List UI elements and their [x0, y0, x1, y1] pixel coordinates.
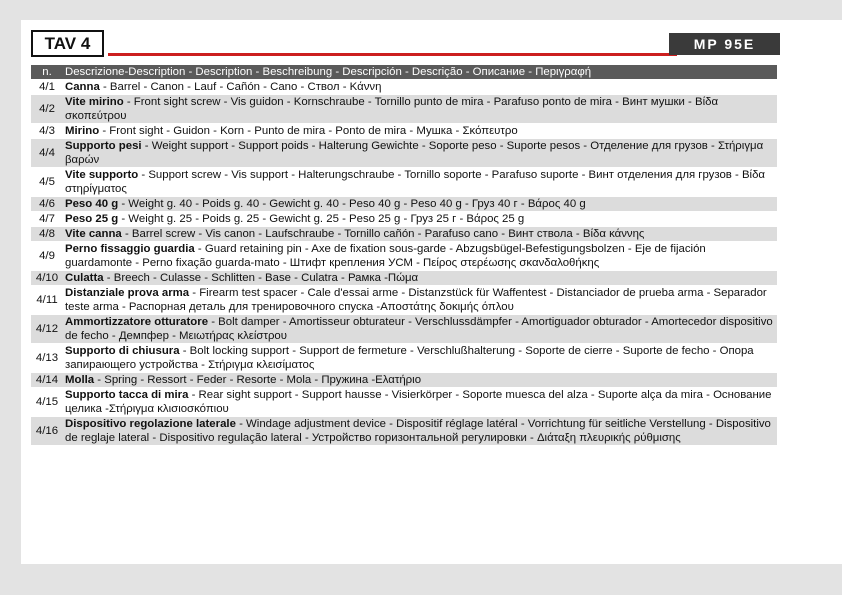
- part-description: [63, 344, 777, 373]
- part-description: [63, 139, 777, 168]
- part-translations: - Weight g. 40 - Poids g. 40 - Gewicht g. 40 - Peso 40 g - Peso 40 g - Груз 40 г - Βάρος 40 g: [118, 198, 586, 210]
- part-translations: - Windage adjustment device - Dispositif réglage latéral - Vorrichtung für seitliche Verstellung - Dispositivo de reglaje lateral - Dispositivo regulação lateral - Устройство горизонтальной регулировки - Διάταξη πλευρικής ρύθμισης: [65, 418, 771, 444]
- model-badge: MP 95E: [669, 33, 780, 55]
- table-row: [31, 344, 777, 373]
- part-number: 4/8: [31, 227, 63, 242]
- parts-table: [31, 65, 777, 446]
- part-name-italian: Supporto di chiusura: [65, 345, 180, 357]
- part-number: 4/4: [31, 139, 63, 168]
- part-description: [63, 212, 777, 227]
- part-description: [63, 168, 777, 197]
- part-name-italian: Vite mirino: [65, 96, 124, 108]
- table-row: [31, 124, 777, 139]
- part-description: [63, 373, 777, 388]
- part-number: 4/6: [31, 197, 63, 212]
- part-description: [63, 80, 777, 95]
- table-header-row: [31, 65, 777, 80]
- part-name-italian: Canna: [65, 81, 100, 93]
- part-description: [63, 286, 777, 315]
- table-row: [31, 388, 777, 417]
- column-header-description: Descrizione-Description - Description - Beschreibung - Descripción - Descrição - Описание - Перιγραφή: [63, 65, 777, 80]
- table-row: [31, 242, 777, 271]
- part-description: [63, 242, 777, 271]
- part-description: [63, 271, 777, 286]
- part-translations: - Breech - Culasse - Schlitten - Base - Culatra - Рамка -Πώμα: [103, 272, 419, 284]
- part-name-italian: Vite supporto: [65, 169, 139, 181]
- part-description: [63, 197, 777, 212]
- part-translations: - Rear sight support - Support hausse - Visierkörper - Soporte muesca del alza - Suporte alça da mira - Основание целика -Στήριγμα κλισιοσκόπιου: [65, 389, 772, 415]
- part-number: 4/11: [31, 286, 63, 315]
- part-name-italian: Peso 40 g: [65, 198, 119, 210]
- part-translations: - Weight support - Support poids - Halterung Gewichte - Soporte peso - Suporte pesos - Отделение для грузов - Στήριγμα βαρών: [65, 140, 764, 166]
- part-number: 4/2: [31, 95, 63, 124]
- part-translations: - Weight g. 25 - Poids g. 25 - Gewicht g. 25 - Peso 25 g - Груз 25 г - Βάρος 25 g: [118, 213, 525, 225]
- part-number: 4/1: [31, 80, 63, 95]
- part-translations: - Guard retaining pin - Axe de fixation sous-garde - Abzugsbügel-Befestigungsbolzen - Eje de fijación guardamonte - Perno fixação guarda-mato - Штифт крепления УСМ - Πείρος στερέωσης σκανδαλοθήκης: [65, 243, 706, 269]
- part-number: 4/7: [31, 212, 63, 227]
- header-divider: [108, 53, 677, 56]
- part-translations: - Front sight - Guidon - Korn - Punto de mira - Ponto de mira - Мушка - Σκόπευτρο: [99, 125, 518, 137]
- part-description: [63, 315, 777, 344]
- table-row: [31, 286, 777, 315]
- table-row: [31, 168, 777, 197]
- part-number: 4/13: [31, 344, 63, 373]
- part-translations: - Support screw - Vis support - Halterungschraube - Tornillo soporte - Parafuso suporte - Винт отделения для грузов - Βίδα στηρίγματος: [65, 169, 766, 195]
- table-row: [31, 271, 777, 286]
- table-row: [31, 417, 777, 446]
- part-translations: - Spring - Ressort - Feder - Resorte - Mola - Пружина -Ελατήριο: [94, 374, 422, 386]
- part-number: 4/3: [31, 124, 63, 139]
- part-description: [63, 124, 777, 139]
- part-name-italian: Supporto pesi: [65, 140, 142, 152]
- part-description: [63, 95, 777, 124]
- part-description: [63, 227, 777, 242]
- part-name-italian: Peso 25 g: [65, 213, 119, 225]
- part-description: [63, 388, 777, 417]
- part-name-italian: Perno fissaggio guardia: [65, 243, 195, 255]
- part-name-italian: Culatta: [65, 272, 104, 284]
- part-name-italian: Distanziale prova arma: [65, 287, 190, 299]
- part-name-italian: Dispositivo regolazione laterale: [65, 418, 236, 430]
- table-row: [31, 197, 777, 212]
- table-row: [31, 95, 777, 124]
- part-name-italian: Vite canna: [65, 228, 122, 240]
- part-number: 4/12: [31, 315, 63, 344]
- parts-sheet: [21, 20, 842, 564]
- part-number: 4/16: [31, 417, 63, 446]
- part-translations: - Barrel - Canon - Lauf - Cañón - Cano - Ствол - Κάννη: [99, 81, 382, 93]
- table-row: [31, 80, 777, 95]
- part-number: 4/9: [31, 242, 63, 271]
- part-name-italian: Molla: [65, 374, 95, 386]
- part-translations: - Firearm test spacer - Cale d'essai arme - Distanzstück für Waffentest - Distanciador de prueba arma - Separador teste arma - Распорная деталь для тренировочного спуска -Αποστάτης δοκιμής όπλου: [65, 287, 767, 313]
- column-header-number: n.: [31, 65, 63, 80]
- table-number-label: TAV 4: [31, 30, 104, 57]
- part-number: 4/14: [31, 373, 63, 388]
- part-number: 4/10: [31, 271, 63, 286]
- part-translations: - Bolt locking support - Support de fermeture - Verschlußhalterung - Soporte de cierre - Suporte de fecho - Опора запирающего устройства - Στήριγμα κλεισίματος: [65, 345, 754, 371]
- table-row: [31, 315, 777, 344]
- part-name-italian: Supporto tacca di mira: [65, 389, 189, 401]
- part-translations: - Barrel screw - Vis canon - Laufschraube - Tornillo cañón - Parafuso cano - Винт ствола - Βίδα κάννης: [121, 228, 645, 240]
- table-row: [31, 212, 777, 227]
- table-row: [31, 139, 777, 168]
- part-number: 4/15: [31, 388, 63, 417]
- part-name-italian: Mirino: [65, 125, 100, 137]
- table-row: [31, 373, 777, 388]
- part-description: [63, 417, 777, 446]
- part-translations: - Front sight screw - Vis guidon - Kornschraube - Tornillo punto de mira - Parafuso ponto de mira - Винт мушки - Βίδα σκοπεύτρου: [65, 96, 719, 122]
- part-translations: - Bolt damper - Amortisseur obturateur - Verschlussdämpfer - Amortiguador obturador - Amortecedor dispositivo de fecho - Демпфер - Μειωτήρας κλείστρου: [65, 316, 773, 342]
- part-name-italian: Ammortizzatore otturatore: [65, 316, 209, 328]
- table-row: [31, 227, 777, 242]
- part-number: 4/5: [31, 168, 63, 197]
